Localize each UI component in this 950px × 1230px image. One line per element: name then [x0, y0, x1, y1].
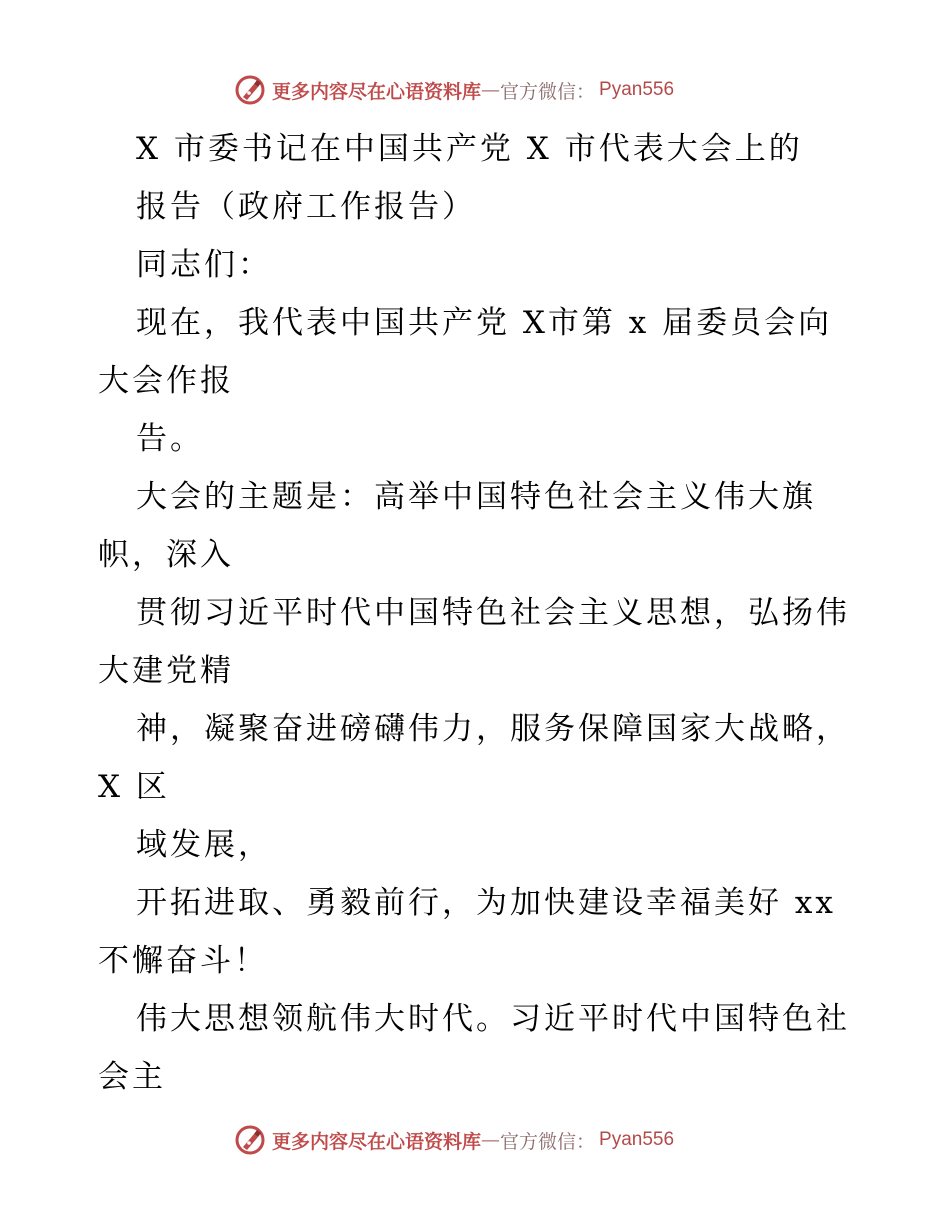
paragraph-line: 帜，深入 [98, 537, 234, 573]
document-title-line-2: 报告（政府工作报告） [136, 189, 476, 225]
paragraph-line: 现在，我代表中国共产党 X市第 x 届委员会向 [136, 305, 833, 341]
paragraph-line: 大建党精 [98, 653, 234, 689]
banner-wechat-id: Pyan556 [599, 79, 675, 100]
paragraph-line: 贯彻习近平时代中国特色社会主义思想，弘扬伟 [136, 595, 850, 631]
banner-separator: — [481, 79, 501, 101]
paragraph-line: 伟大思想领航伟大时代。习近平时代中国特色社 [136, 1001, 850, 1037]
banner-site-name: 更多内容尽在心语资料库 [272, 1130, 482, 1153]
document-title-line-1: X 市委书记在中国共产党 X 市代表大会上的 [136, 131, 803, 167]
banner-wechat-id: Pyan556 [599, 1129, 675, 1150]
paragraph-line: 开拓进取、勇毅前行，为加快建设幸福美好 xx [136, 885, 836, 921]
salutation: 同志们： [136, 247, 272, 283]
footer-watermark-banner [234, 1122, 674, 1158]
paragraph-line: 域发展， [136, 827, 272, 863]
banner-separator: — [481, 1129, 501, 1151]
paragraph-line: 不懈奋斗！ [98, 943, 268, 979]
paragraph-line: 大会的主题是：高举中国特色社会主义伟大旗 [136, 479, 816, 515]
header-watermark-banner [234, 72, 674, 108]
banner-wechat-label: 官方微信： [500, 80, 596, 103]
document-body [98, 120, 888, 1106]
banner-site-name: 更多内容尽在心语资料库 [272, 80, 482, 103]
pen-logo-icon [234, 74, 266, 106]
pen-logo-icon [234, 1124, 266, 1156]
banner-wechat-label: 官方微信： [500, 1130, 596, 1153]
paragraph-line: 大会作报 [98, 363, 234, 399]
paragraph-line: 告。 [136, 421, 204, 457]
paragraph-line: 神，凝聚奋进磅礴伟力，服务保障国家大战略， [136, 711, 850, 747]
paragraph-line: 会主 [98, 1059, 166, 1095]
paragraph-line: X 区 [98, 769, 170, 805]
